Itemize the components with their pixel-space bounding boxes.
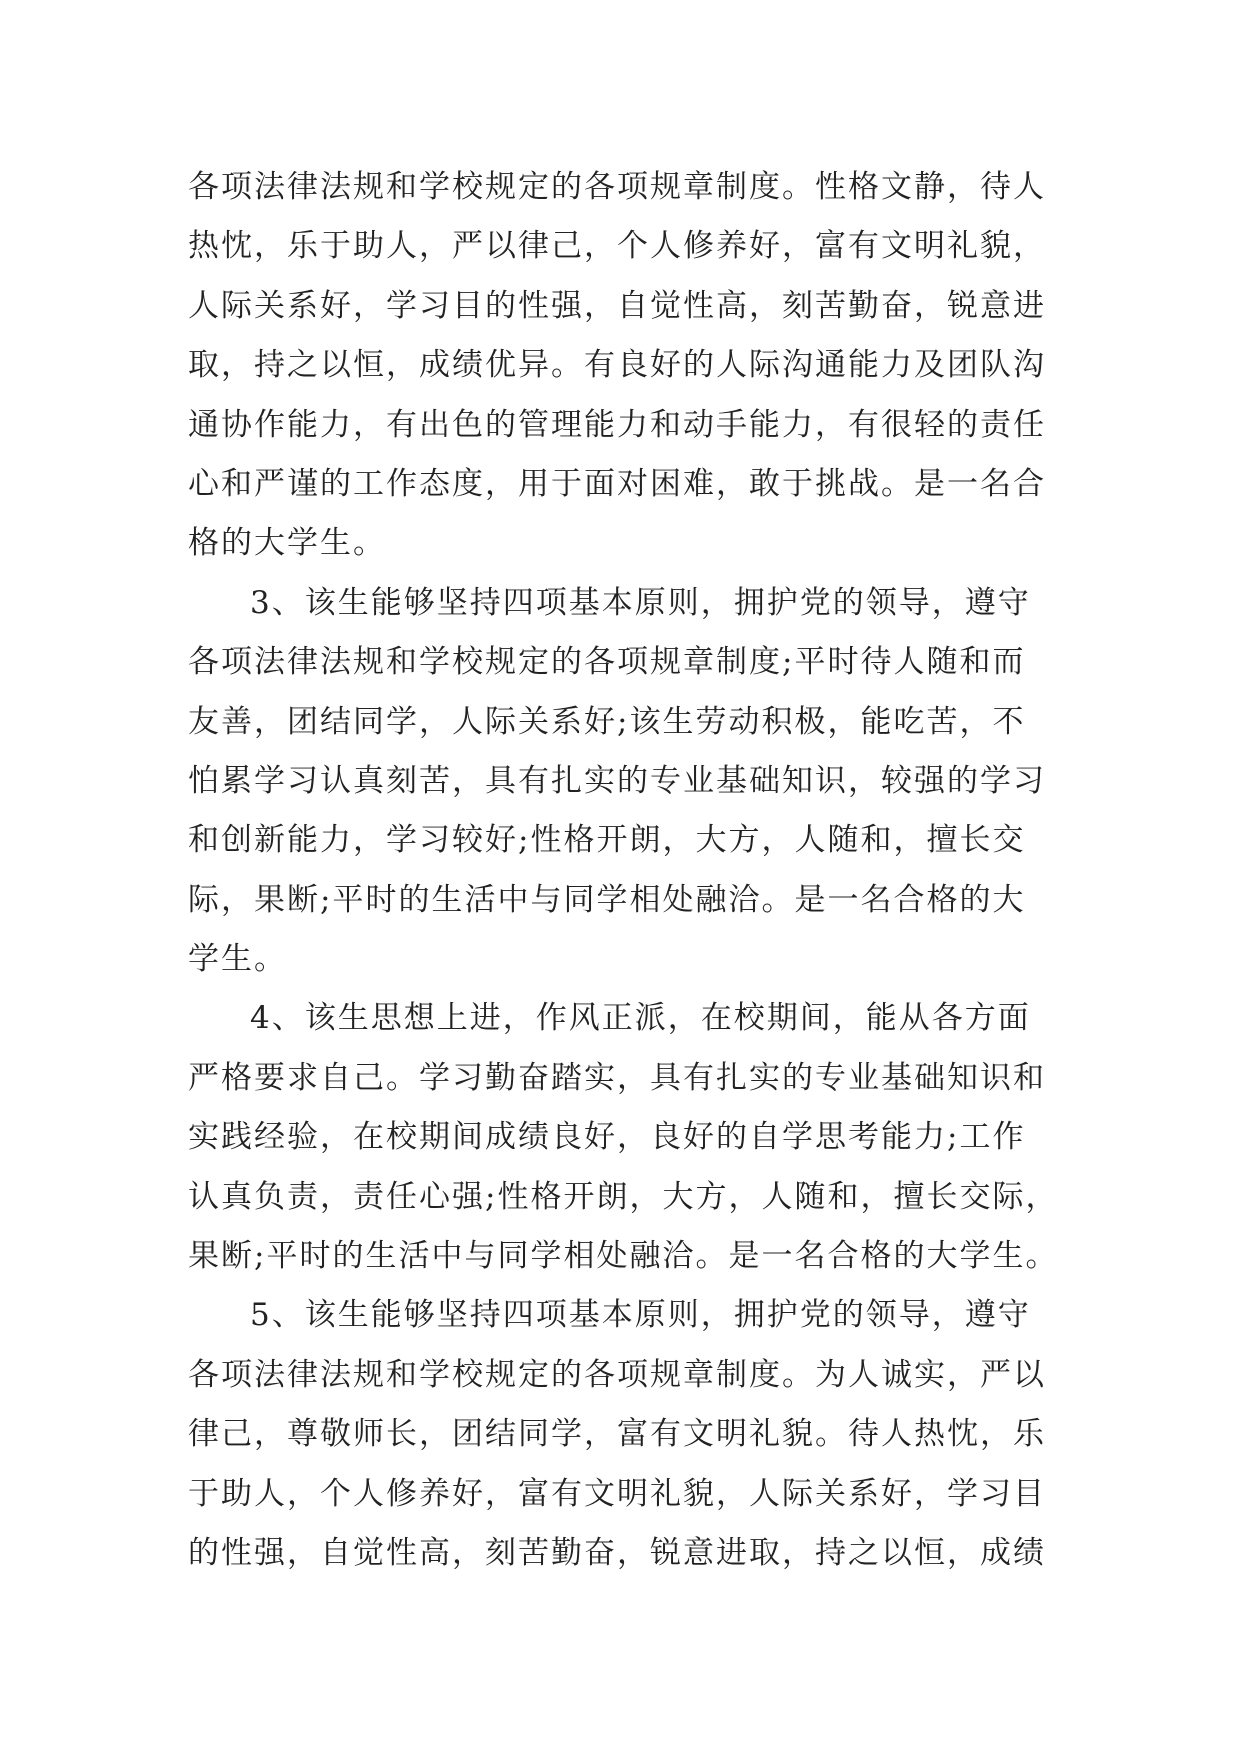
text-line: 果断;平时的生活中与同学相处融洽。是一名合格的大学生。: [188, 1238, 1059, 1275]
text-line: 各项法律法规和学校规定的各项规章制度。为人诚实，严以: [188, 1356, 1046, 1393]
text-line: 人际关系好，学习目的性强，自觉性高，刻苦勤奋，锐意进: [188, 287, 1046, 324]
paragraph-start-line: 3、该生能够坚持四项基本原则，拥护党的领导，遵守: [250, 584, 1031, 621]
paragraph-start-line: 4、该生思想上进，作风正派，在校期间，能从各方面: [250, 1000, 1031, 1037]
text-line: 认真负责，责任心强;性格开朗，大方，人随和，擅长交际，: [188, 1178, 1059, 1215]
text-line: 格的大学生。: [188, 525, 386, 562]
text-line: 实践经验，在校期间成绩良好，良好的自学思考能力;工作: [188, 1119, 1026, 1156]
text-line: 严格要求自己。学习勤奋踏实，具有扎实的专业基础知识和: [188, 1059, 1046, 1096]
text-line: 各项法律法规和学校规定的各项规章制度。性格文静，待人: [188, 169, 1046, 205]
text-line: 和创新能力，学习较好;性格开朗，大方，人随和，擅长交: [188, 822, 1026, 859]
text-line: 友善，团结同学，人际关系好;该生劳动积极，能吃苦，不: [188, 703, 1026, 740]
text-line: 的性强，自觉性高，刻苦勤奋，锐意进取，持之以恒，成绩: [188, 1534, 1046, 1571]
text-line: 各项法律法规和学校规定的各项规章制度;平时待人随和而: [188, 644, 1026, 681]
text-line: 律己，尊敬师长，团结同学，富有文明礼貌。待人热忱，乐: [188, 1416, 1046, 1453]
text-line: 通协作能力，有出色的管理能力和动手能力，有很轻的责任: [188, 406, 1046, 443]
text-line: 取，持之以恒，成绩优异。有良好的人际沟通能力及团队沟: [188, 347, 1046, 384]
text-line: 心和严谨的工作态度，用于面对困难，敢于挑战。是一名合: [188, 465, 1046, 502]
paragraph-start-line: 5、该生能够坚持四项基本原则，拥护党的领导，遵守: [250, 1297, 1031, 1334]
text-line: 怕累学习认真刻苦，具有扎实的专业基础知识，较强的学习: [188, 762, 1046, 799]
text-line: 于助人，个人修养好，富有文明礼貌，人际关系好，学习目: [188, 1475, 1046, 1512]
text-line: 学生。: [188, 941, 287, 978]
document-body: [188, 158, 1059, 1583]
text-line: 热忱，乐于助人，严以律己，个人修养好，富有文明礼貌，: [188, 228, 1046, 265]
text-line: 际，果断;平时的生活中与同学相处融洽。是一名合格的大: [188, 881, 1026, 918]
